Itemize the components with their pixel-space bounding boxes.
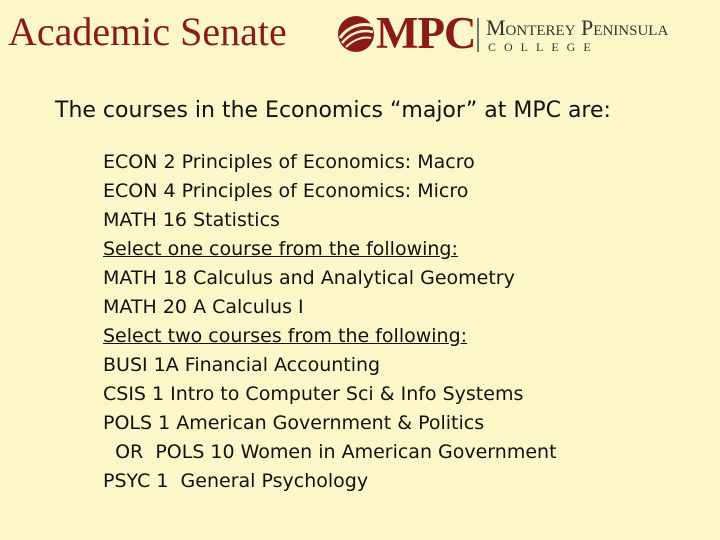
logo-college-name: Monterey Peninsula <box>486 15 669 40</box>
list-item: OR POLS 10 Women in American Government <box>103 441 557 463</box>
list-item: PSYC 1 General Psychology <box>103 470 369 492</box>
list-item: POLS 1 American Government & Politics <box>103 412 485 434</box>
list-item: MATH 20 A Calculus I <box>103 296 304 318</box>
logo-college-label: COLLEGE <box>488 40 599 54</box>
list-item: BUSI 1A Financial Accounting <box>103 354 381 376</box>
list-item: ECON 2 Principles of Economics: Macro <box>103 151 475 173</box>
intro-text: The courses in the Economics “major” at MPC are: <box>55 98 611 123</box>
section-heading: Select two courses from the following: <box>103 325 468 347</box>
page-title: Academic Senate <box>8 9 287 54</box>
list-item: CSIS 1 Intro to Computer Sci & Info Systems <box>103 383 524 405</box>
list-item: MATH 18 Calculus and Analytical Geometry <box>103 267 515 289</box>
logo-divider <box>477 18 479 52</box>
logo-mpc-text: MPC <box>376 8 476 58</box>
section-heading: Select one course from the following: <box>103 238 458 260</box>
mpc-logo <box>334 8 716 58</box>
mpc-swoosh-icon <box>334 14 378 54</box>
course-list <box>103 148 557 496</box>
list-item: ECON 4 Principles of Economics: Micro <box>103 180 469 202</box>
list-item: MATH 16 Statistics <box>103 209 280 231</box>
